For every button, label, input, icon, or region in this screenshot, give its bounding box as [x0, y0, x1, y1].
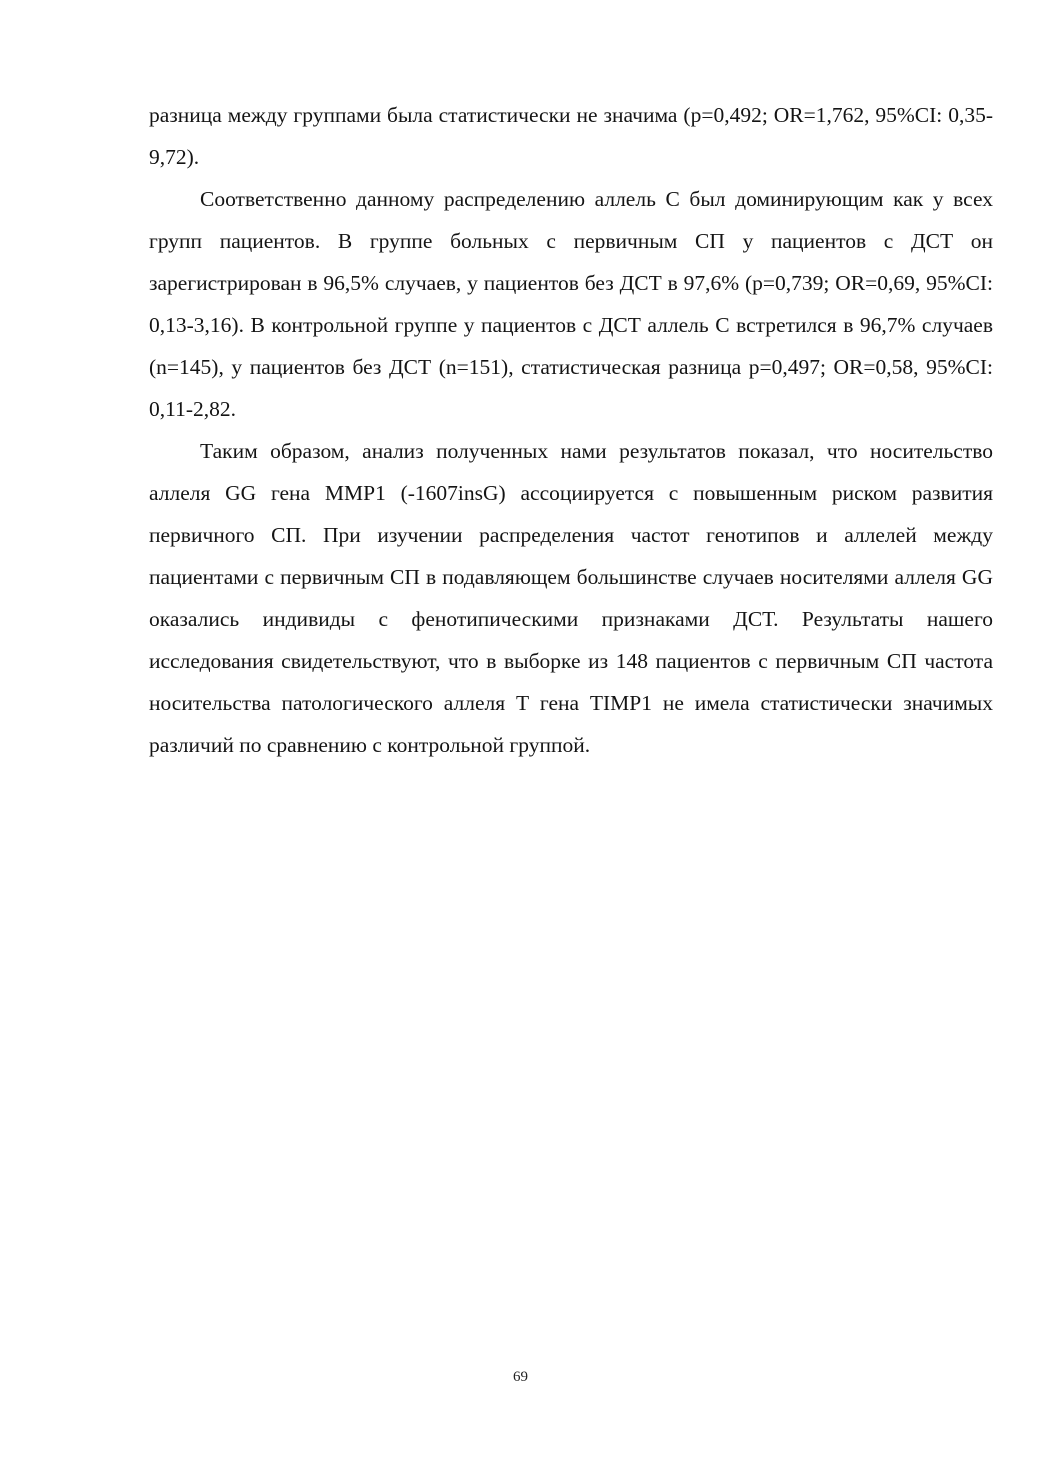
paragraph-conclusion: Таким образом, анализ полученных нами результатов показал, что носительство аллеля GG гена MMP1 (-1607insG) ассоциируется с повышенным риском развития первичного СП. При изучении распределения частот генотипов и аллелей между пациентами с первичным СП в подавляющем большинстве случаев носителями аллеля GG оказались индивиды с фенотипическими признаками ДСТ. Результаты нашего исследования свидетельствуют, что в выборке из 148 пациентов с первичным СП частота носительства патологического аллеля Т гена TIMP1 не имела статистически значимых различий по сравнению с контрольной группой. — [149, 439, 993, 757]
page-number: 69 — [513, 1369, 528, 1385]
paragraph-allele-c: Соответственно данному распределению аллель С был доминирующим как у всех групп пациентов. В группе больных с первичным СП у пациентов с ДСТ он зарегистрирован в 96,5% случаев, у пациентов без ДСТ в 97,6% (p=0,739; OR=0,69, 95%CI: 0,13-3,16). В контрольной группе у пациентов с ДСТ аллель С встретился в 96,7% случаев (n=145), у пациентов без ДСТ (n=151), статистическая разница p=0,497; OR=0,58, 95%CI: 0,11-2,82. — [149, 187, 993, 421]
paragraph-continuation: разница между группами была статистически не значима (p=0,492; OR=1,762, 95%CI: 0,35-9,72). — [149, 103, 993, 169]
body-text — [149, 94, 993, 766]
